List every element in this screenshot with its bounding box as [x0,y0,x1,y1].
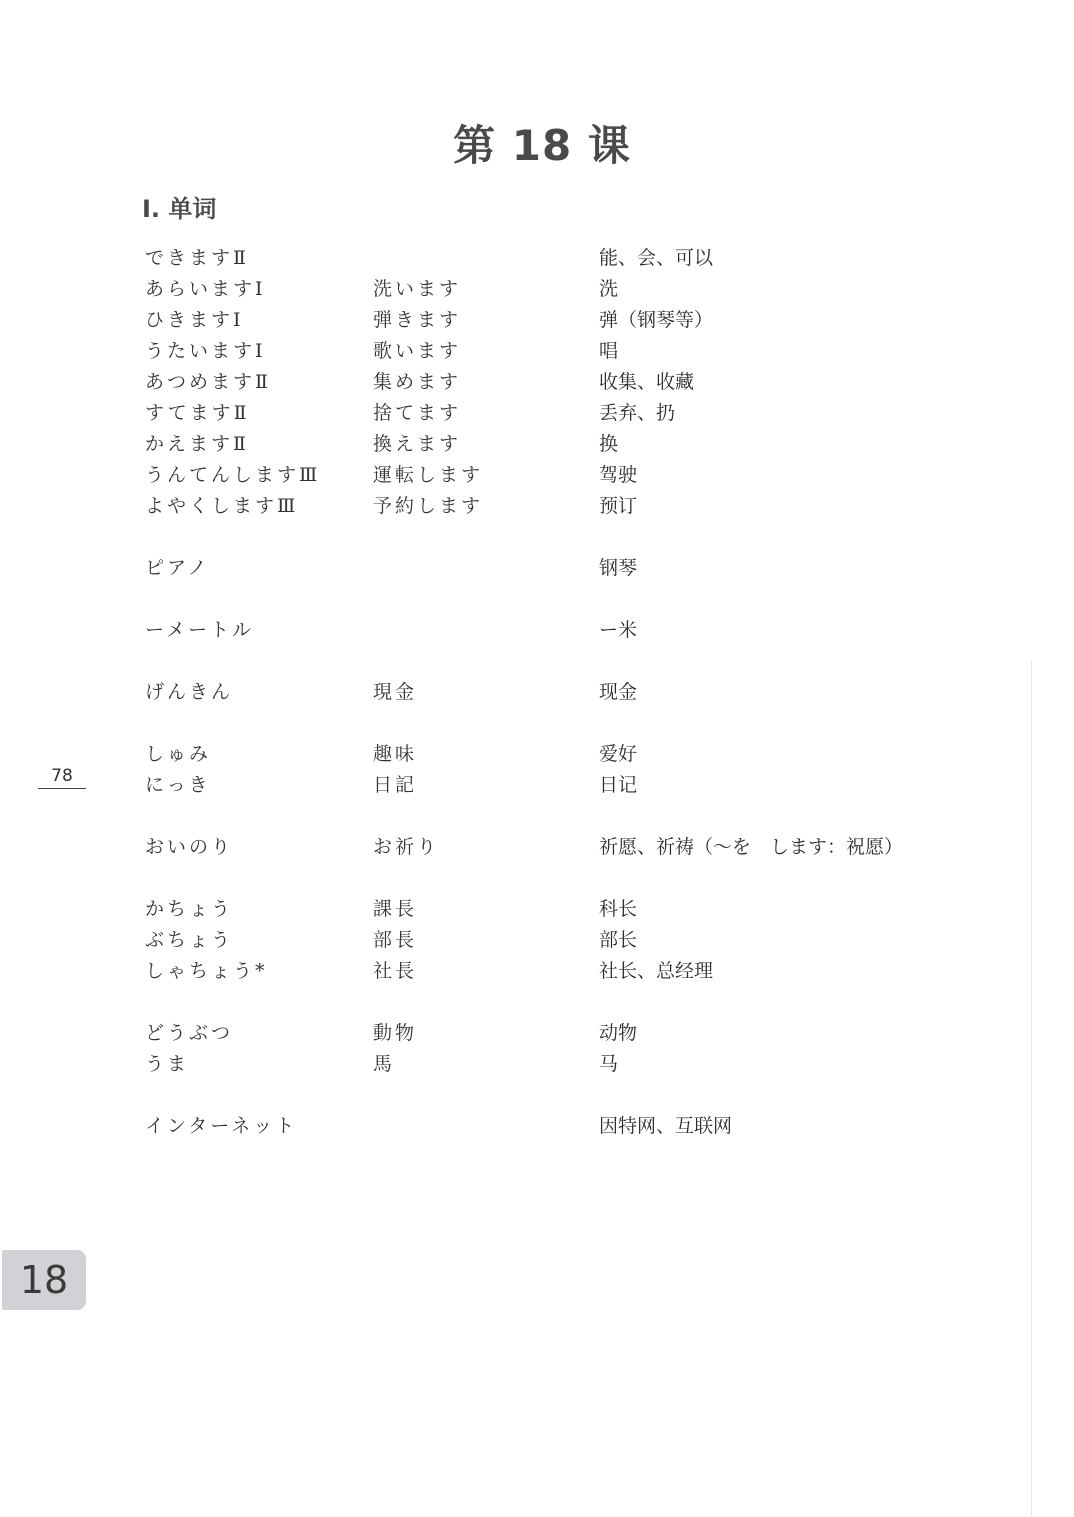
section-heading: I. 单词 [142,195,217,223]
lesson-tab: 18 [2,1250,86,1310]
vocab-kanji: 趣味 [373,743,418,765]
vocab-kana: げんきん [145,681,234,703]
vocab-row [145,367,965,398]
vocab-meaning: 唱 [599,340,619,362]
vocab-meaning: 因特网、互联网 [599,1115,733,1137]
vocab-kana: よやくしますⅢ [145,495,299,517]
vocab-kanji: お祈り [373,836,440,858]
vocab-meaning: 祈愿、祈祷（～を します：祝愿） [599,836,904,858]
vocab-meaning: 科长 [599,898,638,920]
vocab-kana: ピアノ [145,557,210,579]
vocab-kanji: 部長 [373,929,418,951]
vocab-kana: にっき [145,774,211,796]
vocab-kanji: 運転します [373,464,484,486]
vocab-kanji: 予約します [373,495,484,517]
vocab-meaning: 动物 [599,1022,638,1044]
vocab-kana: うんてんしますⅢ [145,464,321,486]
vocab-meaning: 驾驶 [599,464,638,486]
vocab-kana: しゅみ [145,743,212,765]
vocab-meaning: 日记 [599,774,638,796]
vocab-row [145,429,965,460]
vocab-meaning: ー米 [599,619,638,641]
vocab-kana: おいのり [145,836,234,858]
vocab-kanji: 集めます [373,371,462,393]
vocab-meaning: 钢琴 [599,557,638,579]
page-title: 第 18 课 [453,121,631,170]
vocab-kana: すてますⅡ [145,402,250,424]
vocab-row [145,1049,965,1080]
vocab-row [145,1111,965,1142]
page-number: 78 [38,764,86,789]
vocab-row [145,336,965,367]
vocab-kana: インターネット [145,1115,298,1137]
vocab-row [145,956,965,987]
vocab-kanji: 洗います [373,278,462,300]
vocab-kanji: 社長 [373,960,418,982]
vocab-kana: ひきますⅠ [145,309,244,331]
vocab-kana: うたいますⅠ [145,340,266,362]
vocab-meaning: 能、会、可以 [599,247,714,269]
vocab-meaning: 现金 [599,681,638,703]
vocabulary-list [145,243,965,1142]
vocab-kana: あらいますⅠ [145,278,266,300]
vocab-kanji: 馬 [373,1053,396,1075]
vocab-meaning: 洗 [599,278,619,300]
vocab-row [145,305,965,336]
vocab-kanji: 動物 [373,1022,418,1044]
vocab-row [145,553,965,584]
vocab-row [145,243,965,274]
vocab-row [145,398,965,429]
page-edge-line [1031,660,1032,1517]
vocab-row [145,460,965,491]
vocab-kana: ーメートル [145,619,255,641]
vocab-row [145,925,965,956]
vocab-kana: ぶちょう [145,929,234,951]
vocab-meaning: 弹（钢琴等） [599,309,714,331]
vocab-row [145,615,965,646]
vocab-meaning: 丢弃、扔 [599,402,676,424]
vocab-row [145,491,965,522]
vocab-row [145,274,965,305]
vocab-meaning: 马 [599,1053,619,1075]
vocab-kanji: 換えます [373,433,462,455]
vocab-meaning: 换 [599,433,619,455]
vocab-kanji: 現金 [373,681,418,703]
vocab-kana: うま [145,1053,190,1075]
vocab-kanji: 弾きます [373,309,462,331]
vocab-row [145,770,965,801]
vocab-kana: できますⅡ [145,247,249,269]
vocab-row [145,894,965,925]
vocab-meaning: 部长 [599,929,638,951]
vocab-meaning: 预订 [599,495,638,517]
vocab-meaning: 社长、总经理 [599,960,714,982]
vocab-kana: しゃちょう* [145,960,268,982]
vocab-row [145,1018,965,1049]
vocab-meaning: 爱好 [599,743,638,765]
vocab-kana: どうぶつ [145,1022,234,1044]
vocab-kanji: 歌います [373,340,462,362]
vocab-kana: あつめますⅡ [145,371,271,393]
vocab-meaning: 收集、收藏 [599,371,695,393]
vocab-row [145,832,965,863]
vocab-kanji: 捨てます [373,402,462,424]
vocab-row [145,739,965,770]
vocab-kana: かちょう [145,898,234,920]
vocab-kanji: 課長 [373,898,418,920]
vocab-kana: かえますⅡ [145,433,249,455]
vocab-kanji: 日記 [373,774,418,796]
vocab-row [145,677,965,708]
